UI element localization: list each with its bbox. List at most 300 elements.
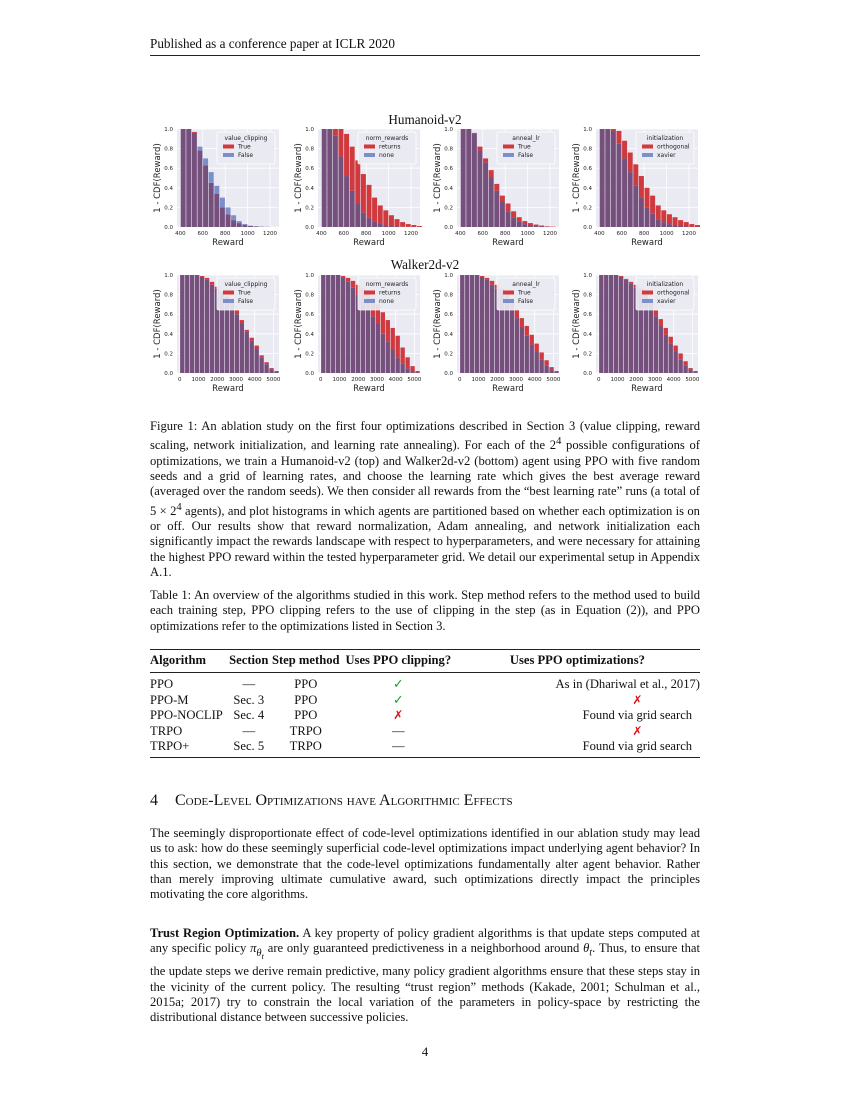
histogram-panel <box>427 124 567 254</box>
histogram-bar-true <box>678 353 682 359</box>
histogram-bar-true <box>333 129 338 136</box>
x-tick-label: 5000 <box>266 377 281 383</box>
histogram-bar-true <box>664 328 668 335</box>
x-tick-label: 3000 <box>508 377 523 383</box>
histogram-bar-true <box>619 276 623 277</box>
y-axis-label: 1 - CDF(Reward) <box>153 289 163 359</box>
histogram-bar-true <box>539 226 544 227</box>
histogram-bar-true <box>644 188 649 208</box>
math-t-symbol: t <box>261 950 264 961</box>
histogram-panel <box>147 124 287 254</box>
histogram-bar-overlap <box>683 365 687 373</box>
cell-algorithm: TRPO <box>150 723 183 738</box>
histogram-bar-true <box>534 225 539 226</box>
histogram-bar-overlap <box>667 224 672 227</box>
cell-step-method: PPO <box>294 692 318 707</box>
cell-optimizations: As in (Dhariwal et al., 2017) <box>555 677 700 691</box>
figure-caption-tail: agents), and plot histograms in which agents are partitioned based on whether each optimization is on or off. Our results show that reward normalization, Adam annealing, and network initialization each significantly impact the rewards landscape with respect to hyperparameters, and were necessary for attaining the highest PPO reward within the tested hyperparameter grid. We detail our experimental setup in Appendix A.1. <box>150 503 700 580</box>
y-axis-label: 1 - CDF(Reward) <box>294 289 304 359</box>
cell-algorithm: TRPO+ <box>150 739 190 754</box>
histogram-bar-overlap <box>528 225 533 227</box>
y-tick-label: 0.4 <box>444 331 453 338</box>
histogram-bar-overlap <box>628 172 633 227</box>
histogram-bar-overlap <box>485 280 489 373</box>
histogram-bar-overlap <box>549 370 553 373</box>
histogram-bar-overlap <box>209 183 214 227</box>
histogram-bar-overlap <box>205 280 209 373</box>
legend-label: True <box>518 143 531 151</box>
histogram-bar-overlap <box>331 275 335 373</box>
header-section: Section <box>228 650 270 673</box>
histogram-bar-true <box>554 371 558 372</box>
y-tick-label: 0.6 <box>164 166 173 173</box>
histogram-bar-overlap <box>186 129 191 227</box>
y-tick-label: 0.8 <box>583 292 592 299</box>
y-tick-label: 0.2 <box>444 205 453 212</box>
cell-section: — <box>242 723 256 738</box>
histogram-bar-false <box>242 224 247 225</box>
histogram-bar-overlap <box>688 370 692 373</box>
histogram-bar-true <box>515 309 519 318</box>
table-row <box>150 723 700 739</box>
cell-algorithm <box>150 708 228 724</box>
legend-title: value_clipping <box>224 135 268 142</box>
histogram-bar-overlap <box>678 359 682 373</box>
histogram-bar-overlap <box>505 211 510 227</box>
histogram-bar-true <box>667 214 672 224</box>
histogram-bar-true <box>405 357 409 368</box>
legend-label: none <box>379 298 394 305</box>
algorithm-name-part: C <box>195 708 204 723</box>
histogram-bar-overlap <box>203 165 208 227</box>
histogram-bar-true <box>544 360 548 365</box>
y-tick-label: 0.8 <box>444 146 453 153</box>
histogram-bar-overlap <box>535 351 539 373</box>
histogram-bar-overlap <box>400 363 404 373</box>
histogram-bar-false <box>209 172 214 183</box>
histogram-bar-false <box>220 198 225 208</box>
legend-label: False <box>238 152 254 159</box>
x-tick-label: 600 <box>616 231 628 237</box>
x-tick-label: 400 <box>455 231 466 237</box>
histogram-bar-overlap <box>472 134 477 227</box>
cell-ppo-clipping: — <box>391 723 405 738</box>
histogram-bar-overlap <box>259 357 263 373</box>
legend-title: anneal_lr <box>512 281 540 288</box>
y-tick-label: 0.0 <box>164 225 173 231</box>
x-tick-label: 5000 <box>407 377 422 383</box>
y-tick-label: 0.4 <box>444 185 453 192</box>
histogram-bar-true <box>511 211 516 217</box>
header-step-method: Step method <box>270 650 342 673</box>
histogram-bar-true <box>650 196 655 214</box>
histogram-bar-true <box>520 318 524 327</box>
x-axis-label: Reward <box>353 384 385 394</box>
y-axis-label: 1 - CDF(Reward) <box>572 289 582 359</box>
legend-swatch-true <box>503 145 514 149</box>
histogram-bar-overlap <box>511 217 516 227</box>
histogram-bar-overlap <box>500 202 505 227</box>
histogram-bar-overlap <box>517 221 522 227</box>
y-tick-label: 1.0 <box>305 273 314 279</box>
paragraph-trust-region <box>150 926 700 1025</box>
y-tick-label: 0.0 <box>305 225 314 231</box>
figure-row-title-humanoid: Humanoid-v2 <box>388 112 462 127</box>
histogram-bar-overlap <box>622 158 627 227</box>
histogram-bar-overlap <box>673 225 678 227</box>
y-tick-label: 1.0 <box>164 127 173 133</box>
histogram-bar-overlap <box>214 194 219 227</box>
header-ppo-clipping: Uses PPO clipping? <box>342 650 455 673</box>
y-tick-label: 1.0 <box>164 273 173 279</box>
paragraph-text: . Thus, to ensure that the update steps we derive remain predictive, many policy gradient algorithms ensure that these steps stay in the vicinity of the current policy. The resulting “trust region” methods (Kakade, 2001; Schulman et al., 2015a; 2017) try to constrain the local variation of the parameters in policy-space by restricting the distributional distance between successive policies. <box>150 941 700 1025</box>
histogram-bar-overlap <box>678 226 683 227</box>
running-header: Published as a conference paper at ICLR 2020 <box>150 36 700 56</box>
histogram-bar-overlap <box>327 129 332 227</box>
histogram-bar-overlap <box>466 129 471 227</box>
math-pi-subscript <box>256 948 264 959</box>
table-header-row <box>150 650 700 673</box>
cell-section: Sec. 5 <box>233 739 265 754</box>
histogram-bar-overlap <box>604 275 608 373</box>
histogram-bar-overlap <box>250 341 254 373</box>
header-ppo-optimizations: Uses PPO optimizations? <box>455 650 700 673</box>
y-tick-label: 0.2 <box>164 351 173 358</box>
histogram-bar-false <box>231 215 236 220</box>
math-theta-symbol: θ <box>583 941 590 956</box>
table-row <box>150 739 700 758</box>
histogram-bar-overlap <box>378 223 383 227</box>
math-t-symbol: t <box>589 947 593 959</box>
histogram-bar-true <box>525 326 529 336</box>
histogram-bar-overlap <box>600 129 605 227</box>
x-tick-label: 5000 <box>546 377 561 383</box>
y-tick-label: 0.8 <box>444 292 453 299</box>
histogram-bar-true <box>669 337 673 344</box>
histogram-bar-true <box>695 225 700 227</box>
histogram-bar-true <box>688 368 692 370</box>
histogram-bar-overlap <box>489 177 494 227</box>
cell-section: Sec. 4 <box>233 708 265 723</box>
legend-title: anneal_lr <box>512 135 540 142</box>
y-axis-label: 1 - CDF(Reward) <box>572 143 582 213</box>
x-tick-label: 800 <box>499 231 511 237</box>
x-tick-label: 1200 <box>543 231 558 237</box>
histogram-panel <box>566 270 706 400</box>
histogram-bar-overlap <box>230 306 234 373</box>
histogram-bar-overlap <box>609 275 613 373</box>
histogram-bar-true <box>528 223 533 225</box>
histogram-bar-overlap <box>185 275 189 373</box>
histogram-bar-overlap <box>649 307 653 373</box>
histogram-bar-true <box>350 147 355 191</box>
x-tick-label: 4000 <box>527 377 542 383</box>
x-tick-label: 800 <box>360 231 372 237</box>
x-tick-label: 1000 <box>381 231 396 237</box>
legend-swatch-false <box>503 153 514 157</box>
table-row <box>150 692 700 708</box>
histogram-bar-false <box>237 221 242 223</box>
math-theta-symbol: θ <box>256 947 262 959</box>
histogram-bar-overlap <box>470 275 474 373</box>
histogram-bar-overlap <box>181 129 186 227</box>
histogram-bar-overlap <box>460 275 464 373</box>
legend-label: returns <box>379 289 401 297</box>
histogram-bar-true <box>389 215 394 226</box>
algorithm-name-part: PPO-N <box>150 708 187 723</box>
x-axis-label: Reward <box>353 238 385 248</box>
y-tick-label: 0.8 <box>164 292 173 299</box>
histogram-bar-overlap <box>639 198 644 227</box>
y-tick-label: 0.0 <box>444 371 453 377</box>
y-tick-label: 0.6 <box>305 166 314 173</box>
x-tick-label: 2000 <box>490 377 505 383</box>
cell-optimizations: Found via grid search <box>582 708 693 723</box>
histogram-bar-overlap <box>197 151 202 227</box>
histogram-bar-overlap <box>490 285 494 373</box>
histogram-bar-overlap <box>664 335 668 373</box>
histogram-bar-true <box>395 219 400 226</box>
histogram-bar-true <box>477 147 482 151</box>
histogram-bar-overlap <box>326 275 330 373</box>
legend-swatch-true <box>223 145 234 149</box>
histogram-bar-overlap <box>624 280 628 373</box>
histogram-bar-true <box>633 164 638 186</box>
legend-title: norm_rewards <box>365 135 409 142</box>
x-tick-label: 1000 <box>471 377 486 383</box>
cell-section: Sec. 3 <box>233 692 265 707</box>
y-tick-label: 0.0 <box>305 371 314 377</box>
histogram-bar-overlap <box>351 288 355 373</box>
histogram-bar-true <box>545 226 550 227</box>
histogram-bar-true <box>684 222 689 226</box>
table-caption: Table 1: An overview of the algorithms studied in this work. Step method refers to the method used to build each training step, PPO clipping refers to the use of clipping in the step (as in Equation (2)), and PPO optimizations refer to the optimizations listed in Section 3. <box>150 588 700 633</box>
histogram-panel <box>147 270 287 400</box>
histogram-bar-overlap <box>629 284 633 373</box>
histogram-bar-overlap <box>669 344 673 373</box>
histogram-bar-true <box>274 371 278 372</box>
legend-label: xavier <box>657 152 676 159</box>
histogram-bar-overlap <box>534 226 539 227</box>
y-tick-label: 0.6 <box>583 312 592 319</box>
histogram-bar-overlap <box>644 207 649 227</box>
x-tick-label: 3000 <box>228 377 243 383</box>
histogram-bar-true <box>629 282 633 284</box>
y-tick-label: 0.2 <box>444 351 453 358</box>
section-heading <box>150 792 513 810</box>
histogram-bar-overlap <box>350 191 355 227</box>
legend-title: norm_rewards <box>365 281 409 288</box>
x-tick-label: 1000 <box>610 377 625 383</box>
cell-step-method: PPO <box>294 677 318 691</box>
y-axis-label: 1 - CDF(Reward) <box>433 143 443 213</box>
histogram-bar-overlap <box>264 364 268 373</box>
histogram-bar-true <box>269 368 273 369</box>
histogram-bar-true <box>689 224 694 227</box>
legend-swatch-true <box>223 291 234 295</box>
histogram-bar-overlap <box>661 222 666 227</box>
histogram-bar-overlap <box>611 131 616 227</box>
x-tick-label: 600 <box>197 231 209 237</box>
algorithm-name-part: O <box>186 708 196 723</box>
x-tick-label: 0 <box>319 377 323 383</box>
histogram-bar-overlap <box>383 225 388 227</box>
cross-icon: ✗ <box>632 723 643 738</box>
y-tick-label: 0.8 <box>305 292 314 299</box>
y-tick-label: 0.4 <box>305 331 314 338</box>
histogram-bar-true <box>200 276 204 277</box>
histogram-bar-true <box>485 278 489 280</box>
x-tick-label: 600 <box>477 231 489 237</box>
y-tick-label: 0.2 <box>164 205 173 212</box>
legend-label: True <box>238 143 251 151</box>
histogram-bar-overlap <box>475 275 479 373</box>
histogram-panel <box>288 270 428 400</box>
cell-step-method: PPO <box>294 708 318 723</box>
histogram-bar-true <box>693 371 697 372</box>
y-tick-label: 0.4 <box>164 331 173 338</box>
legend-swatch-false <box>642 153 653 157</box>
y-tick-label: 0.2 <box>305 351 314 358</box>
histogram-bar-overlap <box>242 225 247 227</box>
histogram-bar-overlap <box>361 301 365 373</box>
histogram-bar-overlap <box>190 275 194 373</box>
x-tick-label: 400 <box>316 231 327 237</box>
x-tick-label: 2000 <box>210 377 225 383</box>
histogram-bar-overlap <box>355 203 360 227</box>
histogram-panel <box>566 124 706 254</box>
histogram-bar-overlap <box>371 316 375 373</box>
cell-section: — <box>242 677 256 691</box>
table-row <box>150 673 700 693</box>
header-algorithm: Algorithm <box>150 650 228 673</box>
figure-caption-exponent-2: 4 <box>176 501 182 513</box>
legend-swatch-true <box>364 291 375 295</box>
histogram-bar-true <box>341 276 345 278</box>
histogram-bar-overlap <box>235 314 239 373</box>
cell-step-method: TRPO <box>289 723 322 738</box>
histogram-bar-overlap <box>240 324 244 373</box>
x-tick-label: 0 <box>458 377 462 383</box>
x-axis-label: Reward <box>212 238 244 248</box>
histogram-bar-true <box>522 221 527 224</box>
figure-caption-exponent-1: 4 <box>556 436 562 448</box>
histogram-bar-true <box>381 312 385 334</box>
histogram-bar-overlap <box>396 357 400 373</box>
x-tick-label: 1000 <box>191 377 206 383</box>
y-tick-label: 0.0 <box>444 225 453 231</box>
histogram-bar-overlap <box>477 151 482 227</box>
histogram-bar-true <box>383 210 388 225</box>
histogram-bar-overlap <box>391 349 395 373</box>
histogram-bar-true <box>661 210 666 222</box>
histogram-bar-overlap <box>654 316 658 373</box>
histogram-bar-overlap <box>210 285 214 373</box>
histogram-bar-true <box>611 129 616 131</box>
legend-swatch-false <box>223 299 234 303</box>
histogram-bar-overlap <box>333 136 338 227</box>
histogram-bar-true <box>549 367 553 370</box>
legend-swatch-false <box>223 153 234 157</box>
histogram-bar-true <box>616 131 621 144</box>
x-axis-label: Reward <box>212 384 244 394</box>
y-tick-label: 1.0 <box>305 127 314 133</box>
y-tick-label: 0.4 <box>583 331 592 338</box>
histogram-bar-overlap <box>510 308 514 373</box>
histogram-bar-overlap <box>381 334 385 373</box>
histogram-bar-true <box>344 134 349 176</box>
figure-row-title-walker: Walker2d-v2 <box>390 257 460 272</box>
y-tick-label: 0.8 <box>583 146 592 153</box>
histogram-bar-true <box>517 217 522 221</box>
histogram-bar-overlap <box>554 372 558 373</box>
x-tick-label: 400 <box>594 231 605 237</box>
histogram-bar-overlap <box>225 214 230 227</box>
algorithm-name-part: LIP <box>203 708 223 723</box>
histogram-bar-overlap <box>274 372 278 373</box>
legend-swatch-false <box>503 299 514 303</box>
y-tick-label: 0.6 <box>164 312 173 319</box>
math-theta <box>583 941 593 959</box>
histogram-bar-true <box>535 344 539 352</box>
histogram-bar-overlap <box>269 369 273 373</box>
histogram-bar-overlap <box>255 349 259 374</box>
legend-swatch-true <box>642 145 653 149</box>
histogram-bar-true <box>250 338 254 341</box>
histogram-bar-true <box>410 366 414 371</box>
y-tick-label: 1.0 <box>583 127 592 133</box>
histogram-bar-true <box>624 279 628 280</box>
y-tick-label: 0.0 <box>164 371 173 377</box>
histogram-bar-overlap <box>344 176 349 227</box>
histogram-bar-overlap <box>494 191 499 227</box>
cell-algorithm: PPO-M <box>150 692 189 707</box>
legend-label: False <box>518 152 534 159</box>
histogram-bar-overlap <box>599 275 603 373</box>
histogram-bar-overlap <box>254 226 259 227</box>
histogram-bar-true <box>489 170 494 177</box>
histogram-bar-true <box>659 319 663 326</box>
histogram-bar-true <box>417 226 422 227</box>
histogram-bar-true <box>355 160 360 203</box>
histogram-bar-overlap <box>220 207 225 227</box>
histogram-bar-true <box>654 310 658 316</box>
histogram-bar-overlap <box>619 277 623 373</box>
histogram-bar-true <box>245 330 249 332</box>
histogram-bar-overlap <box>656 219 661 227</box>
histogram-bar-overlap <box>410 371 414 373</box>
y-tick-label: 0.8 <box>305 146 314 153</box>
legend-label: False <box>518 298 534 305</box>
page-number: 4 <box>421 1044 429 1059</box>
histogram-bar-overlap <box>539 359 543 373</box>
x-tick-label: 400 <box>175 231 186 237</box>
y-tick-label: 0.4 <box>305 185 314 192</box>
histogram-bar-overlap <box>386 342 390 373</box>
histogram-bar-true <box>505 203 510 211</box>
legend-title: initialization <box>646 135 684 142</box>
x-tick-label: 1000 <box>520 231 535 237</box>
histogram-bar-overlap <box>180 275 184 373</box>
paragraph-intro: The seemingly disproportionate effect of code-level optimizations identified in our ablation study may lead us to ask: how do these seemingly superficial code-level optimizations impact underlying agent behavior? In this section, we demonstrate that the code-level optimizations fundamentally alter agent behavior. Rather than merely improving ultimate cumulative award, such optimizations directly impact the principles motivating the core algorithms. <box>150 826 700 902</box>
histogram-bar-true <box>639 176 644 198</box>
paragraph-heading: Trust Region Optimization. <box>150 926 300 940</box>
histogram-bar-true <box>396 336 400 358</box>
histogram-bar-true <box>480 276 484 277</box>
histogram-bar-true <box>378 205 383 223</box>
cross-icon: ✗ <box>393 708 404 723</box>
histogram-bar-false <box>203 158 208 165</box>
